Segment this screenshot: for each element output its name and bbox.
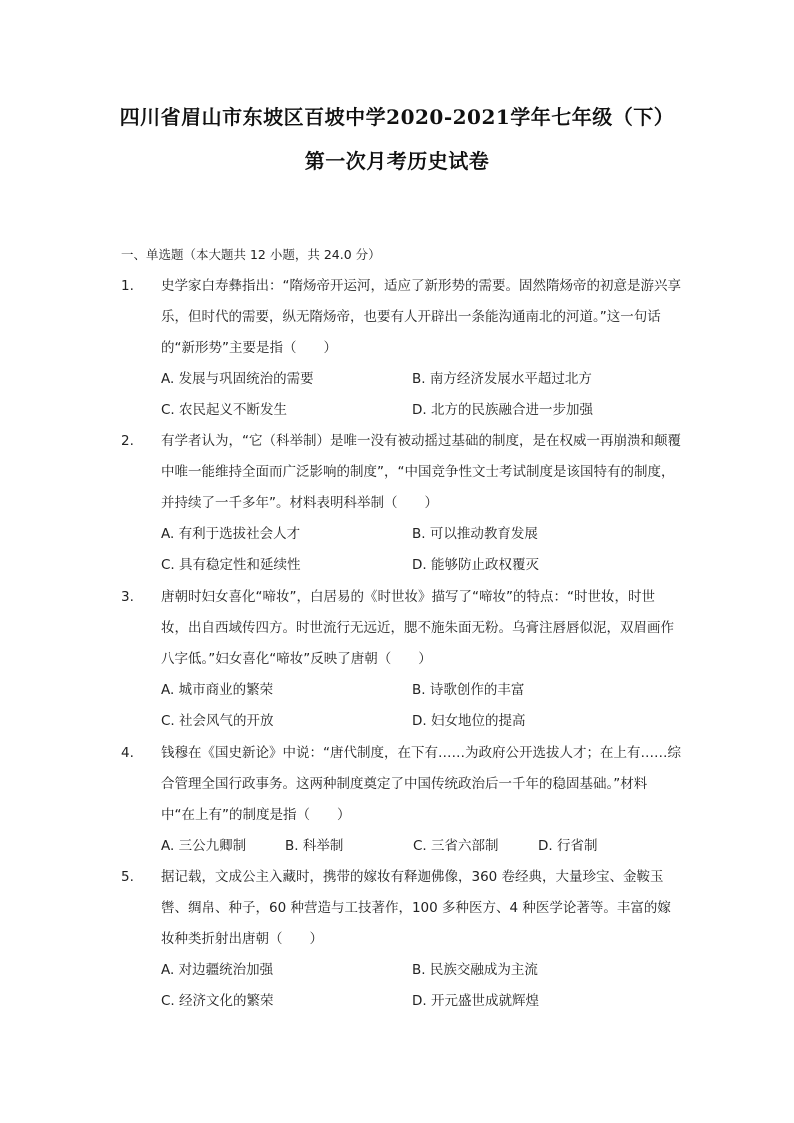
question-options	[161, 364, 681, 426]
question-2	[121, 426, 681, 581]
question-options	[161, 519, 681, 581]
option-d: D. 北方的民族融合进一步加强	[412, 402, 593, 418]
question-number: 1.	[121, 278, 134, 294]
question-number: 5.	[121, 869, 134, 885]
question-number: 3.	[121, 589, 134, 605]
option-b: B. 南方经济发展水平超过北方	[412, 371, 592, 387]
option-a: A. 对边疆统治加强	[161, 962, 274, 978]
exam-title-line2: 第一次月考历史试卷	[304, 149, 490, 173]
option-c: C. 经济文化的繁荣	[161, 993, 274, 1009]
question-stem: 有学者认为，“它（科举制）是唯一没有被动摇过基础的制度，是在权威一再崩溃和颠覆中唯一能维持全面而广泛影响的制度”，“中国竞争性文士考试制度是该国特有的制度，并持续了一千多年”。材料表明科举制（ ）	[161, 433, 681, 511]
question-4	[121, 738, 681, 862]
option-d: D. 妇女地位的提高	[412, 713, 526, 729]
question-number: 2.	[121, 433, 134, 449]
option-c: C. 三省六部制	[413, 838, 499, 854]
question-stem: 据记载，文成公主入藏时，携带的嫁妆有释迦佛像，360 卷经典，大量珍宝、金鞍玉辔、绸帛、种子，60 种营造与工技著作，100 多种医方、4 种医学论著等。丰富的嫁妆种类折射出唐朝（ ）	[161, 869, 671, 947]
question-5	[121, 862, 681, 1017]
option-a: A. 发展与巩固统治的需要	[161, 371, 314, 387]
option-c: C. 具有稳定性和延续性	[161, 557, 301, 573]
question-1	[121, 271, 681, 426]
section-header: 一、单选题（本大题共 12 小题，共 24.0 分）	[121, 247, 381, 262]
exam-title-line1: 四川省眉山市东坡区百坡中学2020-2021学年七年级（下）	[119, 105, 675, 129]
question-number: 4.	[121, 745, 134, 761]
question-3	[121, 582, 681, 737]
question-stem: 史学家白寿彝指出：“隋炀帝开运河，适应了新形势的需要。固然隋炀帝的初意是游兴享乐，但时代的需要，纵无隋炀帝，也要有人开辟出一条能沟通南北的河道。”这一句话的“新形势”主要是指（ ）	[161, 278, 681, 356]
question-stem: 钱穆在《国史新论》中说：“唐代制度，在下有……为政府公开选拔人才；在上有……综合管理全国行政事务。这两种制度奠定了中国传统政治后一千年的稳固基础。”材料中“在上有”的制度是指（ ）	[161, 745, 681, 823]
option-d: D. 能够防止政权覆灭	[412, 557, 539, 573]
question-options	[161, 675, 681, 737]
option-c: C. 社会风气的开放	[161, 713, 274, 729]
option-a: A. 三公九卿制	[161, 838, 247, 854]
option-a: A. 有利于选拔社会人才	[161, 526, 301, 542]
question-options	[161, 831, 681, 862]
question-stem: 唐朝时妇女喜化“啼妆”，白居易的《时世妆》描写了“啼妆”的特点：“时世妆，时世妆，出自西域传四方。时世流行无远近，腮不施朱面无粉。乌膏注唇唇似泥，双眉画作八字低。”妇女喜化“啼妆”反映了唐朝（ ）	[161, 589, 674, 667]
option-b: B. 科举制	[285, 838, 344, 854]
option-b: B. 可以推动教育发展	[412, 526, 538, 542]
option-d: D. 开元盛世成就辉煌	[412, 993, 539, 1009]
option-a: A. 城市商业的繁荣	[161, 682, 274, 698]
option-b: B. 诗歌创作的丰富	[412, 682, 525, 698]
question-options	[161, 955, 681, 1017]
option-c: C. 农民起义不断发生	[161, 402, 288, 418]
option-d: D. 行省制	[538, 838, 598, 854]
option-b: B. 民族交融成为主流	[412, 962, 538, 978]
